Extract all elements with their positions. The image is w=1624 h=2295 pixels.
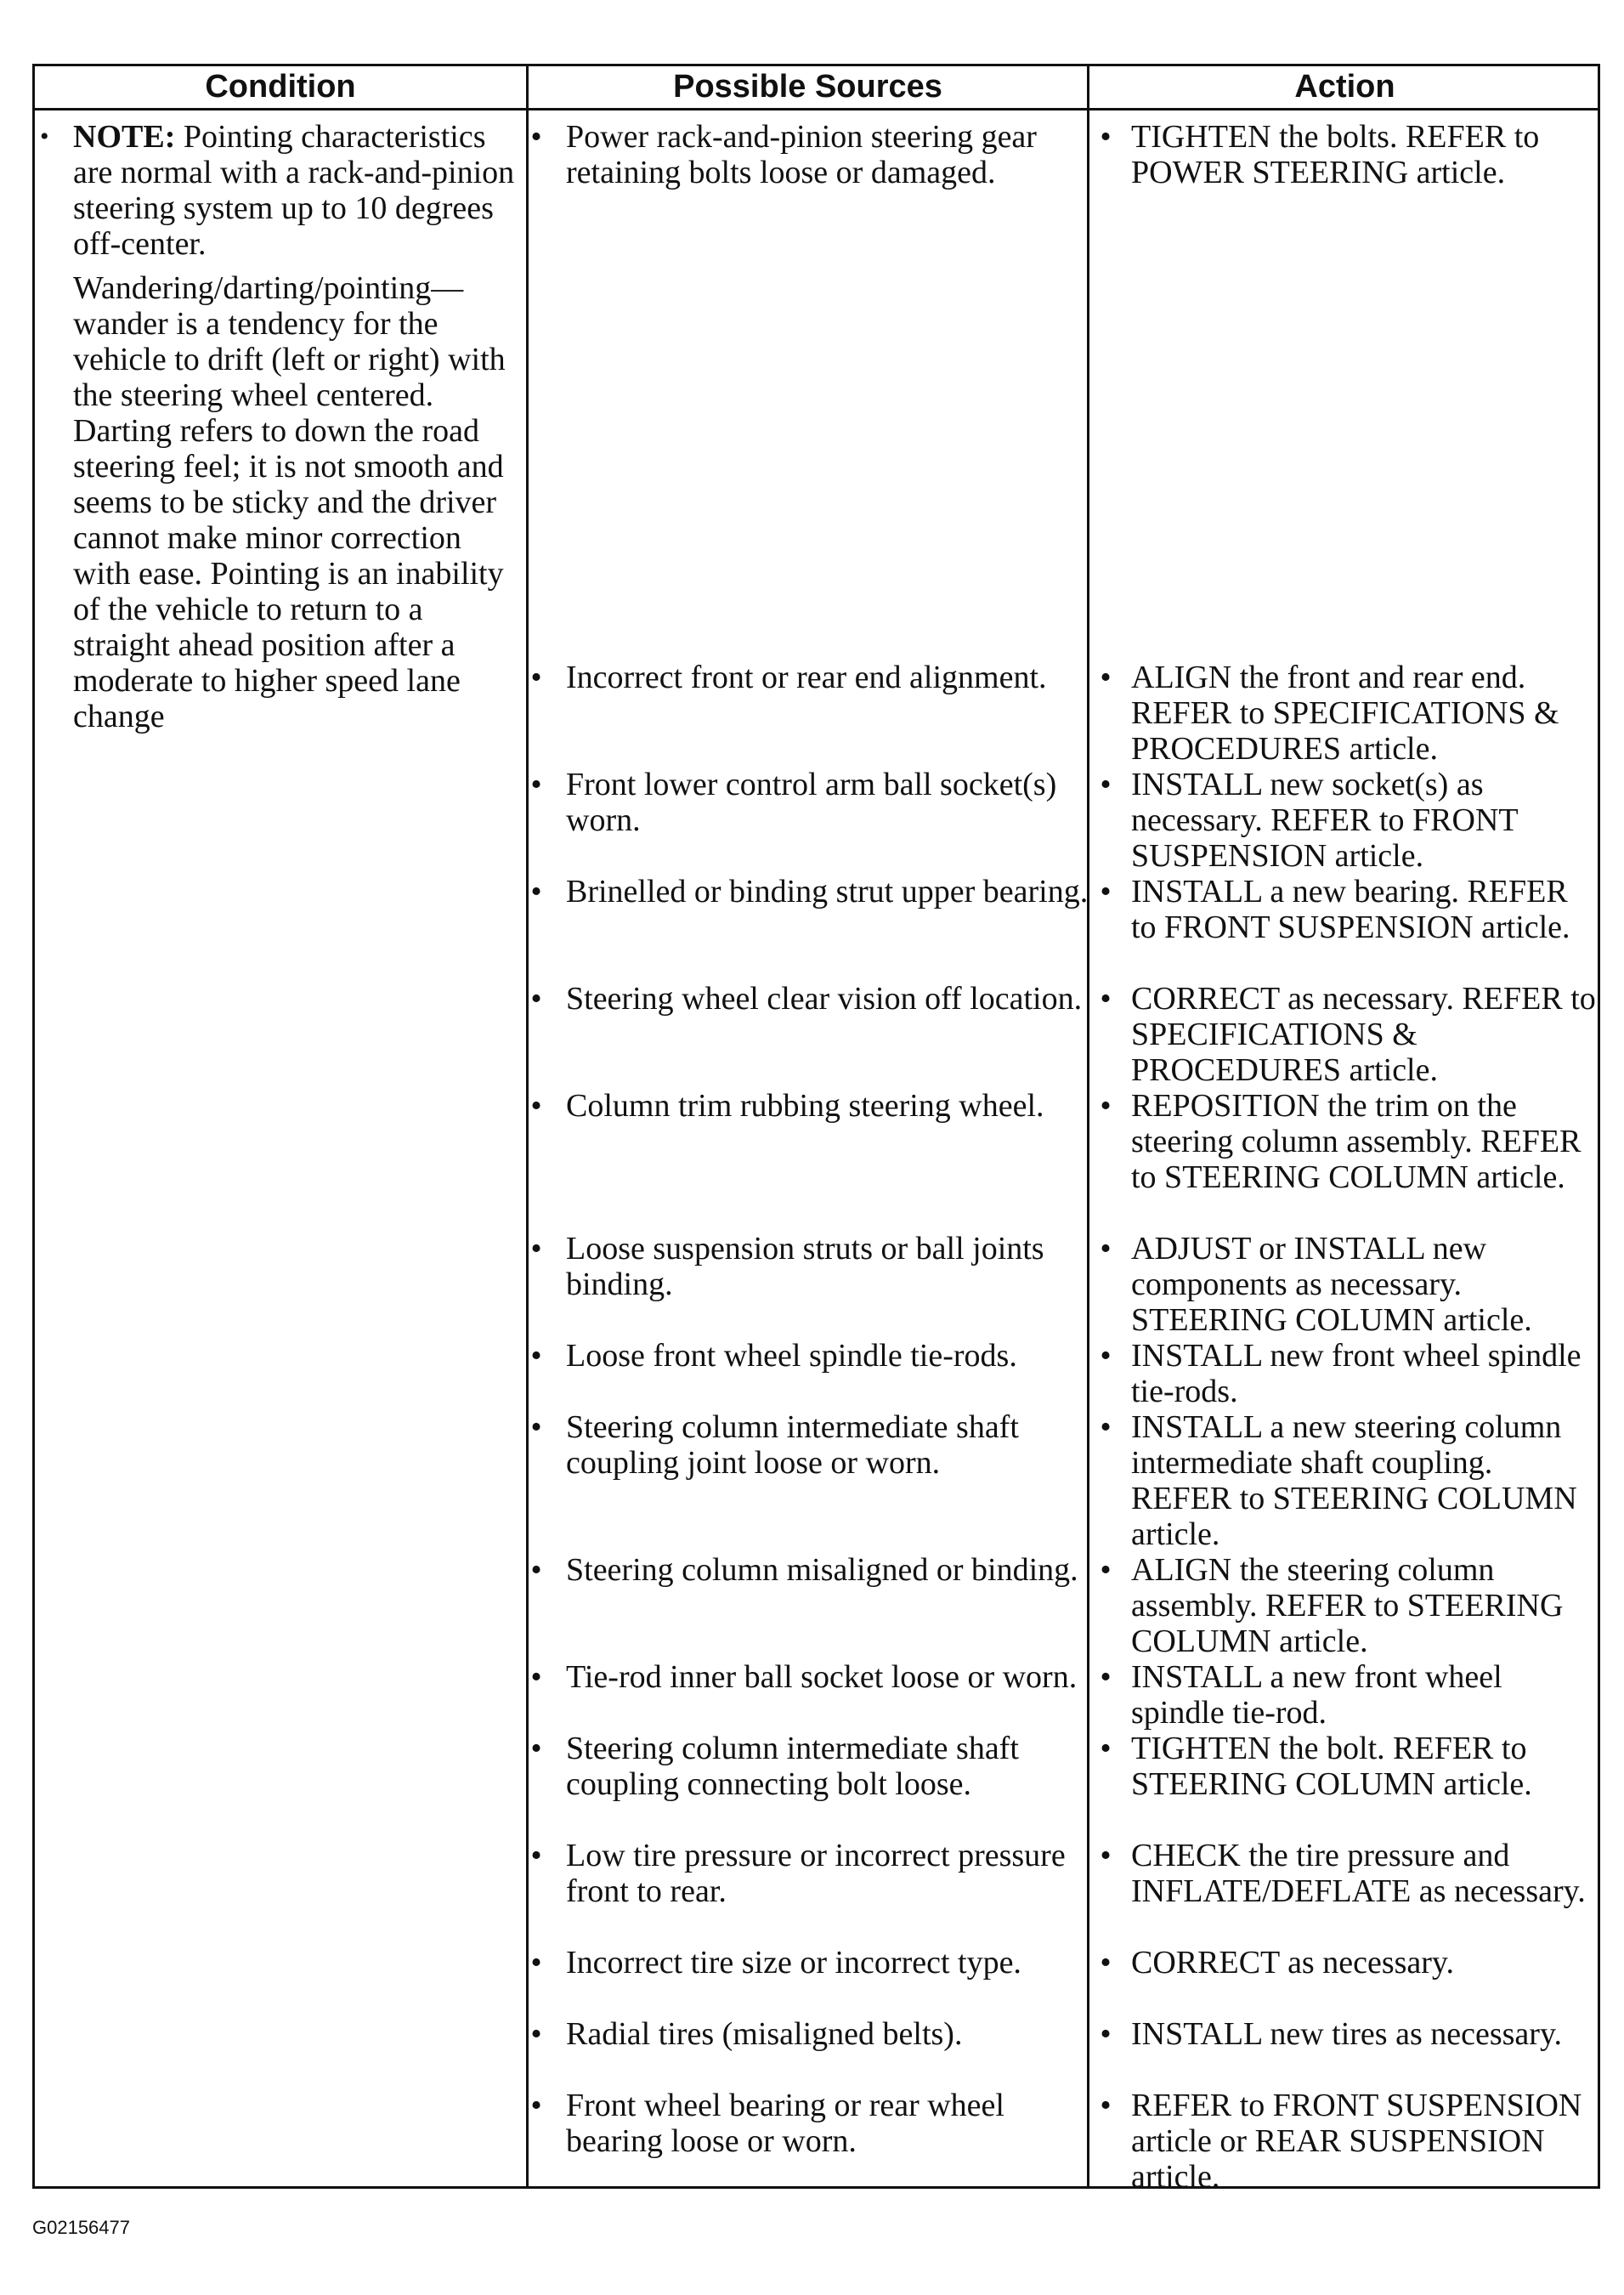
bullet: • [530,1552,542,1588]
source-item [530,1731,1093,1802]
bullet: • [530,1731,542,1766]
action-text: CHECK the tire pressure and INFLATE/DEFLATE as necessary. [1131,1838,1586,1909]
condition-cell [73,119,515,743]
bullet: • [530,1409,542,1445]
diagnosis-table [32,64,1600,2195]
bullet: • [1100,1659,1112,1695]
bullet: • [1100,767,1112,802]
source-item [530,119,1093,190]
action-item [1100,1838,1599,1909]
bullet: • [1100,1338,1112,1374]
source-text: Steering wheel clear vision off location. [566,981,1083,1017]
bullet: • [1100,660,1112,695]
bullet: • [530,981,542,1017]
header-possible-sources: Possible Sources [673,69,942,105]
action-item [1100,1231,1599,1338]
source-text: Low tire pressure or incorrect pressure front to rear. [566,1838,1066,1909]
action-item [1100,2088,1599,2195]
bullet: • [1100,1231,1112,1266]
condition-note [73,119,515,262]
source-item [530,767,1093,838]
source-text: Power rack-and-pinion steering gear retaining bolts loose or damaged. [566,119,1037,190]
bullet: • [530,1945,542,1980]
bullet: • [530,2016,542,2052]
source-item [530,1409,1093,1481]
source-item [530,2016,1093,2052]
source-text: Front wheel bearing or rear wheel bearing loose or worn. [566,2088,1004,2159]
source-item [530,981,1093,1017]
action-text: INSTALL new tires as necessary. [1131,2016,1562,2052]
action-item [1100,119,1599,190]
source-item [530,660,1093,695]
bullet: • [530,119,542,155]
source-text: Steering column intermediate shaft coupling joint loose or worn. [566,1409,1019,1481]
action-text: TIGHTEN the bolts. REFER to POWER STEERING article. [1131,119,1540,190]
action-text: ALIGN the front and rear end. REFER to SPECIFICATIONS & PROCEDURES article. [1131,660,1559,767]
source-text: Steering column intermediate shaft coupling connecting bolt loose. [566,1731,1019,1802]
bullet: • [530,1838,542,1873]
action-item [1100,874,1599,945]
note-text: Pointing characteristics are normal with a rack-and-pinion steering system up to 10 degrees off-center. [73,119,515,262]
action-text: TIGHTEN the bolt. REFER to STEERING COLUMN article. [1131,1731,1532,1802]
source-item [530,1945,1093,1980]
bullet: • [1100,119,1112,155]
bullet: • [530,767,542,802]
source-item [530,2088,1093,2159]
bullet: • [530,1231,542,1266]
bullet: • [1100,2016,1112,2052]
action-item [1100,2016,1599,2052]
action-item [1100,1659,1599,1731]
source-item [530,1838,1093,1909]
bullet: • [1100,1552,1112,1588]
action-item [1100,1088,1599,1195]
action-item [1100,981,1599,1088]
row-marker: • [40,122,49,150]
bullet: • [1100,1731,1112,1766]
bullet: • [530,1088,542,1124]
action-text: INSTALL a new bearing. REFER to FRONT SUSPENSION article. [1131,874,1570,945]
action-item [1100,1945,1599,1980]
bullet: • [1100,2088,1112,2123]
source-text: Steering column misaligned or binding. [566,1552,1078,1588]
source-text: Tie-rod inner ball socket loose or worn. [566,1659,1078,1695]
source-text: Radial tires (misaligned belts). [566,2016,963,2052]
source-text: Brinelled or binding strut upper bearing. [566,874,1089,910]
header-action: Action [1294,69,1395,105]
bullet: • [530,660,542,695]
action-text: REFER to FRONT SUSPENSION article or REAR SUSPENSION article. [1131,2088,1582,2195]
source-text: Loose front wheel spindle tie-rods. [566,1338,1017,1374]
bullet: • [1100,1945,1112,1980]
action-item [1100,1409,1599,1552]
source-item [530,1088,1093,1124]
bullet: • [530,1659,542,1695]
source-item [530,874,1093,910]
figure-id-caption: G02156477 [32,2217,130,2238]
action-item [1100,767,1599,874]
bullet: • [1100,1409,1112,1445]
action-text: CORRECT as necessary. [1131,1945,1454,1980]
action-text: INSTALL new socket(s) as necessary. REFER to FRONT SUSPENSION article. [1131,767,1518,874]
source-item [530,1338,1093,1374]
header-condition: Condition [205,69,356,105]
action-text: ADJUST or INSTALL new components as necessary. STEERING COLUMN article. [1131,1231,1532,1338]
source-item [530,1231,1093,1302]
action-item [1100,1338,1599,1409]
bullet: • [1100,981,1112,1017]
action-text: INSTALL a new steering column intermediate shaft coupling. REFER to STEERING COLUMN article. [1131,1409,1577,1552]
source-text: Front lower control arm ball socket(s) worn. [566,767,1057,838]
action-text: CORRECT as necessary. REFER to SPECIFICATIONS & PROCEDURES article. [1131,981,1596,1088]
action-text: ALIGN the steering column assembly. REFER to STEERING COLUMN article. [1131,1552,1564,1659]
bullet: • [530,1338,542,1374]
source-text: Incorrect front or rear end alignment. [566,660,1047,695]
bullet: • [1100,874,1112,910]
action-item [1100,1552,1599,1659]
note-label: NOTE: [73,119,176,155]
action-item [1100,1731,1599,1802]
action-text: INSTALL a new front wheel spindle tie-rod. [1131,1659,1502,1731]
source-item [530,1659,1093,1695]
header-divider [35,108,1598,110]
bullet: • [1100,1838,1112,1873]
action-item [1100,660,1599,767]
bullet: • [1100,1088,1112,1124]
source-text: Loose suspension struts or ball joints binding. [566,1231,1044,1302]
bullet: • [530,2088,542,2123]
source-item [530,1552,1093,1588]
source-text: Column trim rubbing steering wheel. [566,1088,1044,1124]
bullet: • [530,874,542,910]
condition-description: Wandering/darting/pointing— wander is a tendency for the vehicle to drift (left or right) with the steering wheel centered. Darting refers to down the road steering feel; it is not smooth and seems to be sticky and the driver cannot make minor correction with ease. Pointing is an inability of the vehicle to return to a straight ahead position after a moderate to higher speed lane change [73,270,506,734]
source-text: Incorrect tire size or incorrect type. [566,1945,1021,1980]
action-text: INSTALL new front wheel spindle tie-rods. [1131,1338,1582,1409]
action-text: REPOSITION the trim on the steering column assembly. REFER to STEERING COLUMN article. [1131,1088,1582,1195]
